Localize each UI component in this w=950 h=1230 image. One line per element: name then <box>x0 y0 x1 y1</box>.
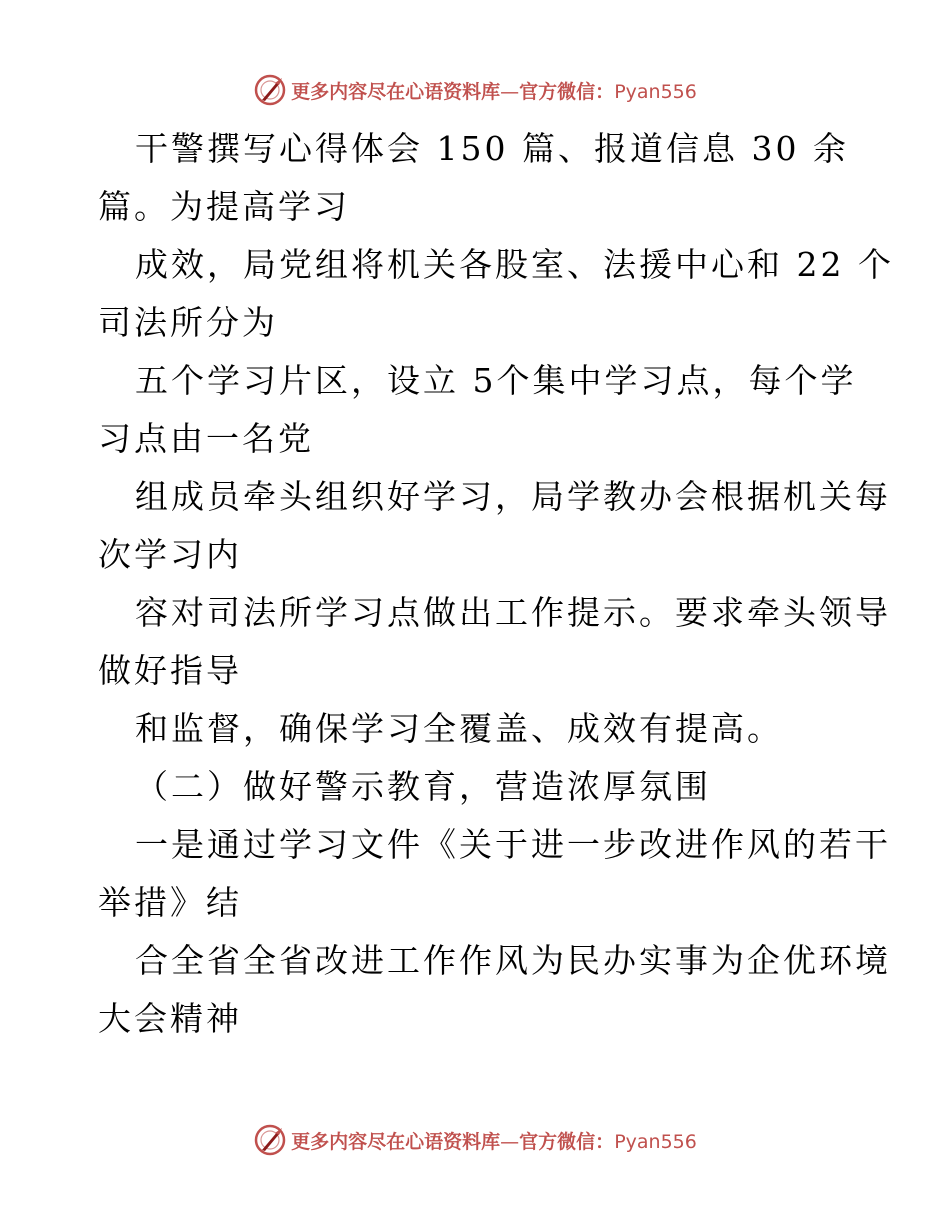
text-line: 五个学习片区，设立 5个集中学习点，每个学 <box>135 361 857 400</box>
text-line: 次学习内 <box>98 535 242 574</box>
watermark-separator: — <box>500 1130 520 1153</box>
watermark-site-text: 更多内容尽在心语资料库 <box>291 1130 501 1153</box>
text-line: 一是通过学习文件《关于进一步改进作风的若干 <box>135 825 891 864</box>
text-line: 成效，局党组将机关各股室、法援中心和 22 个 <box>135 245 894 284</box>
feather-pen-logo-icon <box>253 73 287 107</box>
watermark-separator: — <box>500 80 520 103</box>
footer-watermark <box>0 1120 950 1160</box>
document-body <box>98 120 894 1048</box>
text-line: （二）做好警示教育，营造浓厚氛围 <box>135 767 711 806</box>
watermark-official-text: 官方微信： <box>519 80 615 103</box>
watermark-account: Pyan556 <box>614 1130 697 1153</box>
text-line: 干警撰写心得体会 150 篇、报道信息 30 余 <box>135 129 849 168</box>
watermark-site-text: 更多内容尽在心语资料库 <box>291 80 501 103</box>
text-line: 做好指导 <box>98 651 242 690</box>
text-line: 篇。为提高学习 <box>98 187 350 226</box>
text-line: 和监督，确保学习全覆盖、成效有提高。 <box>135 709 783 748</box>
watermark-official-text: 官方微信： <box>519 1130 615 1153</box>
watermark-text <box>291 1127 697 1154</box>
text-line: 容对司法所学习点做出工作提示。要求牵头领导 <box>135 593 891 632</box>
feather-pen-logo-icon <box>253 1123 287 1157</box>
header-watermark <box>0 70 950 110</box>
text-line: 司法所分为 <box>98 303 278 342</box>
text-line: 举措》结 <box>98 883 242 922</box>
watermark-account: Pyan556 <box>614 80 697 103</box>
watermark-text <box>291 77 697 104</box>
text-line: 合全省全省改进工作作风为民办实事为企优环境 <box>135 941 891 980</box>
text-line: 组成员牵头组织好学习，局学教办会根据机关每 <box>135 477 891 516</box>
text-line: 大会精神 <box>98 999 242 1038</box>
text-line: 习点由一名党 <box>98 419 314 458</box>
